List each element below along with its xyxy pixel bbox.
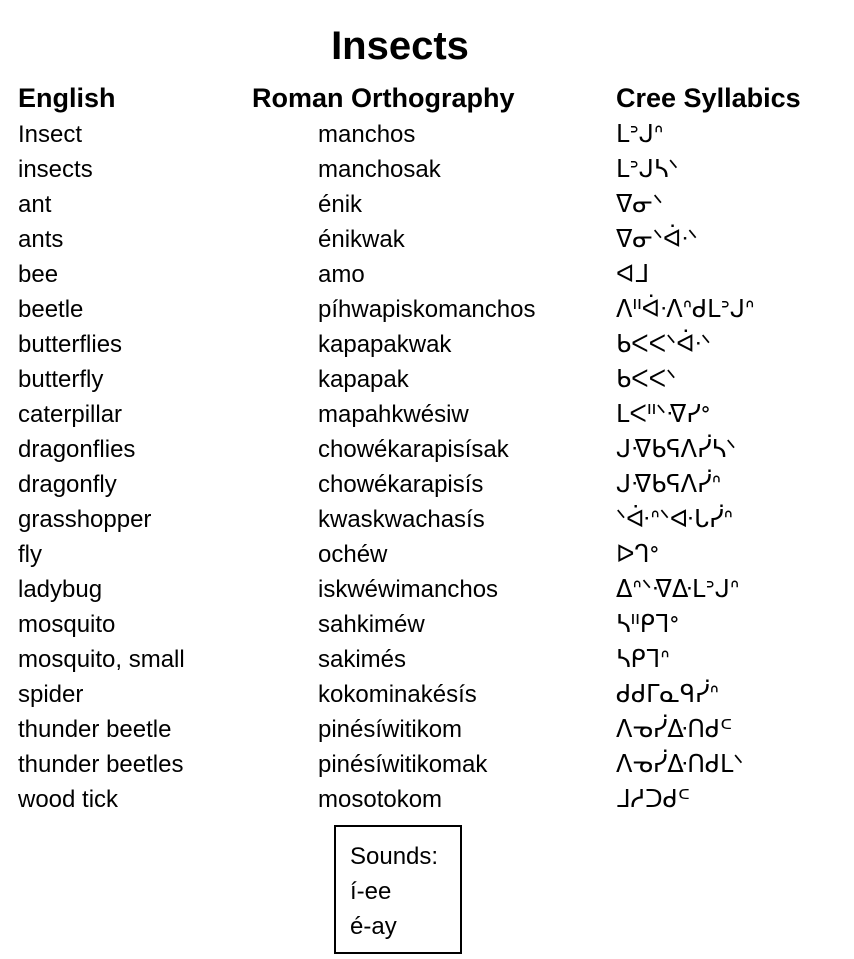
table-row xyxy=(0,152,854,187)
cree-syllabics-word: ᒪᐣᒍᐢ xyxy=(616,120,664,148)
table-row xyxy=(0,432,854,467)
roman-orthography-word: pinésíwitikom xyxy=(318,716,463,743)
roman-orthography-word: énik xyxy=(318,191,363,218)
roman-orthography-word: manchosak xyxy=(318,156,441,183)
column-header-english: English xyxy=(18,83,116,113)
english-word: mosquito xyxy=(18,611,116,638)
cree-syllabics-word: ᒧᓱᑐᑯᒼ xyxy=(616,785,690,813)
table-row xyxy=(0,747,854,782)
table-row xyxy=(0,362,854,397)
roman-orthography-word: amo xyxy=(318,261,365,288)
sound-item: é-ay xyxy=(350,913,397,940)
sounds-label: Sounds: xyxy=(350,843,439,870)
table-row xyxy=(0,677,854,712)
roman-orthography-word: kapapak xyxy=(318,366,409,393)
sounds-legend-box xyxy=(334,825,462,954)
table-row xyxy=(0,187,854,222)
roman-orthography-word: kwaskwachasís xyxy=(318,506,485,533)
table-row xyxy=(0,222,854,257)
roman-orthography-word: kokominakésís xyxy=(318,681,477,708)
cree-syllabics-word: ᓴᑭᒣᐢ xyxy=(616,645,670,673)
cree-syllabics-word: ᑲᐸᐸᐠ xyxy=(616,365,677,393)
roman-orthography-word: énikwak xyxy=(318,226,405,253)
cree-syllabics-word: ᓴᐦᑭᒣᐤ xyxy=(616,610,679,638)
english-word: thunder beetle xyxy=(18,716,172,743)
page-title: Insects xyxy=(331,24,469,68)
roman-orthography-word: iskwéwimanchos xyxy=(318,576,499,603)
english-word: ant xyxy=(18,191,52,218)
english-word: wood tick xyxy=(18,786,119,813)
english-word: ants xyxy=(18,226,64,253)
english-word: thunder beetles xyxy=(18,751,184,778)
roman-orthography-word: kapapakwak xyxy=(318,331,452,358)
english-word: butterflies xyxy=(18,331,123,358)
english-word: spider xyxy=(18,681,84,708)
table-row xyxy=(0,117,854,152)
cree-syllabics-word: ᒪᐣᒍᓴᐠ xyxy=(616,155,679,183)
english-word: butterfly xyxy=(18,366,104,393)
roman-orthography-word: chowékarapisís xyxy=(318,471,484,498)
table-row xyxy=(0,397,854,432)
english-word: caterpillar xyxy=(18,401,123,428)
cree-syllabics-word: ᐃᐢᐠᐌᐏᒪᐣᒍᐢ xyxy=(616,575,740,603)
roman-orthography-word: sakimés xyxy=(318,646,407,673)
table-row xyxy=(0,537,854,572)
table-row xyxy=(0,572,854,607)
cree-syllabics-word: ᐅᒉᐤ xyxy=(616,540,659,568)
table-row xyxy=(0,712,854,747)
english-word: ladybug xyxy=(18,576,103,603)
cree-syllabics-word: ᒍᐌᑲᕋᐱᓰᓴᐠ xyxy=(616,435,737,463)
english-word: dragonfly xyxy=(18,471,117,498)
sound-item: í-ee xyxy=(350,878,392,905)
cree-syllabics-word: ᐁᓂᐠᐋᐧᐠ xyxy=(616,225,698,253)
table-row xyxy=(0,642,854,677)
table-row xyxy=(0,782,854,817)
column-header-cree-syllabics: Cree Syllabics xyxy=(616,83,801,113)
table-row xyxy=(0,292,854,327)
english-word: mosquito, small xyxy=(18,646,185,673)
roman-orthography-word: ochéw xyxy=(318,541,388,568)
cree-syllabics-word: ᐱᐦᐋᐧᐱᐢᑯᒪᐣᒍᐢ xyxy=(616,295,755,323)
english-word: insects xyxy=(18,156,93,183)
table-row xyxy=(0,327,854,362)
roman-orthography-word: sahkiméw xyxy=(318,611,425,638)
roman-orthography-word: pinésíwitikomak xyxy=(318,751,488,778)
table-row xyxy=(0,502,854,537)
english-word: Insect xyxy=(18,121,83,148)
cree-syllabics-word: ᑲᐸᐸᐠᐋᐧᐠ xyxy=(616,330,711,358)
roman-orthography-word: chowékarapisísak xyxy=(318,436,509,463)
table-row xyxy=(0,607,854,642)
english-word: grasshopper xyxy=(18,506,152,533)
table-row xyxy=(0,257,854,292)
cree-syllabics-word: ᐊᒧ xyxy=(616,260,650,288)
english-word: fly xyxy=(18,541,42,568)
cree-syllabics-word: ᒪᐸᐦᐠᐌᓯᐤ xyxy=(616,400,711,428)
roman-orthography-word: mapahkwésiw xyxy=(318,401,469,428)
cree-syllabics-word: ᐁᓂᐠ xyxy=(616,190,664,218)
cree-syllabics-word: ᑯᑯᒥᓇᑫᓰᐢ xyxy=(616,680,719,708)
table-row xyxy=(0,467,854,502)
cree-syllabics-word: ᒍᐌᑲᕋᐱᓰᐢ xyxy=(616,470,721,498)
vocabulary-table xyxy=(0,117,854,817)
cree-syllabics-word: ᐠᐚᐢᐠᐘᒐᓰᐢ xyxy=(616,505,733,533)
roman-orthography-word: píhwapiskomanchos xyxy=(318,296,536,323)
english-word: bee xyxy=(18,261,59,288)
roman-orthography-word: mosotokom xyxy=(318,786,443,813)
cree-syllabics-word: ᐱᓀᓰᐏᑎᑯᒼ xyxy=(616,715,733,743)
column-header-roman-orthography: Roman Orthography xyxy=(252,83,515,113)
cree-syllabics-word: ᐱᓀᓰᐏᑎᑯᒪᐠ xyxy=(616,750,744,778)
english-word: beetle xyxy=(18,296,84,323)
english-word: dragonflies xyxy=(18,436,136,463)
roman-orthography-word: manchos xyxy=(318,121,416,148)
